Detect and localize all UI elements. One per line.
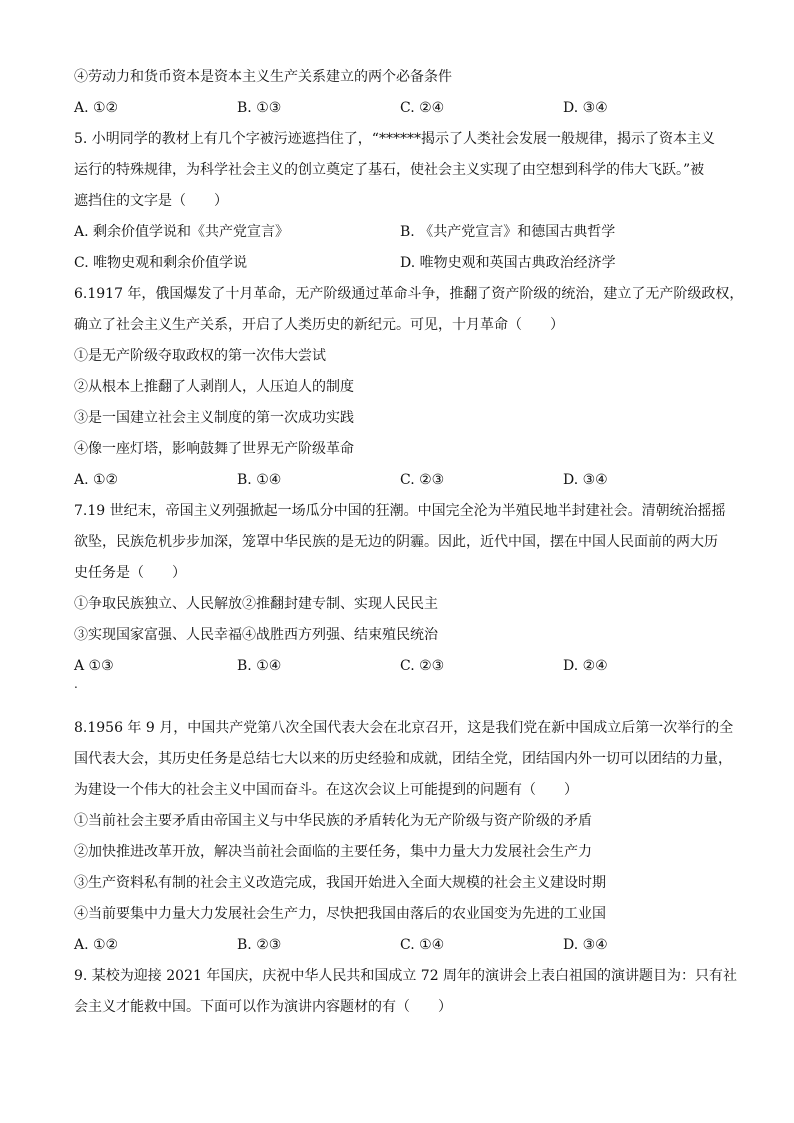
q5-stem-line-1: 5. 小明同学的教材上有几个字被污迹遮挡住了，“******揭示了人类社会发展一般规律，揭示了资本主义: [74, 131, 715, 147]
q9-stem-line-1: 9. 某校为迎接 2021 年国庆，庆祝中华人民共和国成立 72 周年的演讲会上表白祖国的演讲题目为：只有社: [74, 968, 738, 984]
spacer-line: [74, 682, 726, 713]
q6-option-c[interactable]: C. ②③: [400, 472, 445, 488]
q7-options: [74, 651, 726, 691]
q6-option-b[interactable]: B. ①④: [237, 472, 282, 488]
q6-item-4: ④像一座灯塔，影响鼓舞了世界无产阶级革命: [74, 441, 354, 457]
q8-options: [74, 930, 726, 961]
q8-stem-line-3: 为建设一个伟大的社会主义中国而奋斗。在这次会议上可能提到的问题有（ ）: [74, 782, 578, 798]
q6-options: [74, 465, 726, 496]
q8-stem-line-2: 国代表大会，其历史任务是总结七大以来的历史经验和成就，团结全党，团结国内外一切可以团结的力量，: [74, 751, 732, 767]
q8-item-3: ③生产资料私有制的社会主义改造完成，我国开始进入全面大规模的社会主义建设时期: [74, 875, 606, 891]
q6-option-d[interactable]: D. ③④: [563, 472, 608, 488]
q5-option-c[interactable]: C. 唯物史观和剩余价值学说: [74, 255, 248, 271]
q6-option-a[interactable]: A. ①②: [74, 472, 119, 488]
q7-stem-line-3: 史任务是（ ）: [74, 565, 186, 581]
q6-item-3: ③是一国建立社会主义制度的第一次成功实践: [74, 410, 354, 426]
q4-option-c[interactable]: C. ②④: [400, 100, 445, 116]
q7-option-a[interactable]: A ①③: [74, 658, 114, 674]
exam-page: [74, 62, 744, 1023]
q5-stem-line-3: 遮挡住的文字是（ ）: [74, 193, 228, 209]
q7-option-b[interactable]: B. ①④: [237, 658, 282, 674]
q5-options-row-2: [74, 248, 726, 279]
q6-item-2: ②从根本上推翻了人剥削人，人压迫人的制度: [74, 379, 354, 395]
q5-stem-line-2: 运行的特殊规律，为科学社会主义的创立奠定了基石，使社会主义实现了由空想到科学的伟大飞跃。”被: [74, 162, 705, 178]
q8-stem-line-1: 8.1956 年 9 月，中国共产党第八次全国代表大会在北京召开，这是我们党在新中国成立后第一次举行的全: [74, 720, 734, 736]
q4-options: [74, 93, 726, 124]
q6-stem-line-2: 确立了社会主义生产关系，开启了人类历史的新纪元。可见，十月革命（ ）: [74, 317, 564, 333]
q4-option-d[interactable]: D. ③④: [563, 100, 608, 116]
q8-item-4: ④当前要集中力量大力发展社会生产力，尽快把我国由落后的农业国变为先进的工业国: [74, 906, 606, 922]
q7-items-line-2: ③实现国家富强、人民幸福④战胜西方列强、结束殖民统治: [74, 627, 438, 643]
q5-option-d[interactable]: D. 唯物史观和英国古典政治经济学: [400, 255, 616, 271]
q4-option-b[interactable]: B. ①③: [237, 100, 282, 116]
q8-option-b[interactable]: B. ②③: [237, 937, 282, 953]
q7-items-line-1: ①争取民族独立、人民解放②推翻封建专制、实现人民民主: [74, 596, 438, 612]
q6-item-1: ①是无产阶级夺取政权的第一次伟大尝试: [74, 348, 326, 364]
q8-option-c[interactable]: C. ①④: [400, 937, 445, 953]
q5-options-row-1: [74, 217, 726, 248]
q7-option-d[interactable]: D. ②④: [563, 658, 608, 674]
q7-option-c[interactable]: C. ②③: [400, 658, 445, 674]
q5-option-a[interactable]: A. 剩余价值学说和《共产党宣言》: [74, 224, 290, 240]
q4-option-a[interactable]: A. ①②: [74, 100, 119, 116]
q6-stem-line-1: 6.1917 年，俄国爆发了十月革命，无产阶级通过革命斗争，推翻了资产阶级的统治，建立了无产阶级政权，: [74, 286, 744, 302]
q8-item-2: ②加快推进改革开放，解决当前社会面临的主要任务，集中力量大力发展社会生产力: [74, 844, 592, 860]
q7-stem-line-2: 欲坠，民族危机步步加深，笼罩中华民族的是无边的阴霾。因此，近代中国，摆在中国人民面前的两大历: [74, 534, 718, 550]
q8-option-a[interactable]: A. ①②: [74, 937, 119, 953]
q5-option-b[interactable]: B. 《共产党宣言》和德国古典哲学: [400, 224, 616, 240]
q4-item-4: ④劳动力和货币资本是资本主义生产关系建立的两个必备条件: [74, 69, 452, 85]
stray-dot: .: [74, 677, 78, 691]
q9-stem-line-2: 会主义才能救中国。下面可以作为演讲内容题材的有（ ）: [74, 999, 452, 1015]
q7-stem-line-1: 7.19 世纪末，帝国主义列强掀起一场瓜分中国的狂潮。中国完全沦为半殖民地半封建社会。清朝统治摇摇: [74, 503, 726, 519]
q8-item-1: ①当前社会主要矛盾由帝国主义与中华民族的矛盾转化为无产阶级与资产阶级的矛盾: [74, 813, 592, 829]
q8-option-d[interactable]: D. ③④: [563, 937, 608, 953]
